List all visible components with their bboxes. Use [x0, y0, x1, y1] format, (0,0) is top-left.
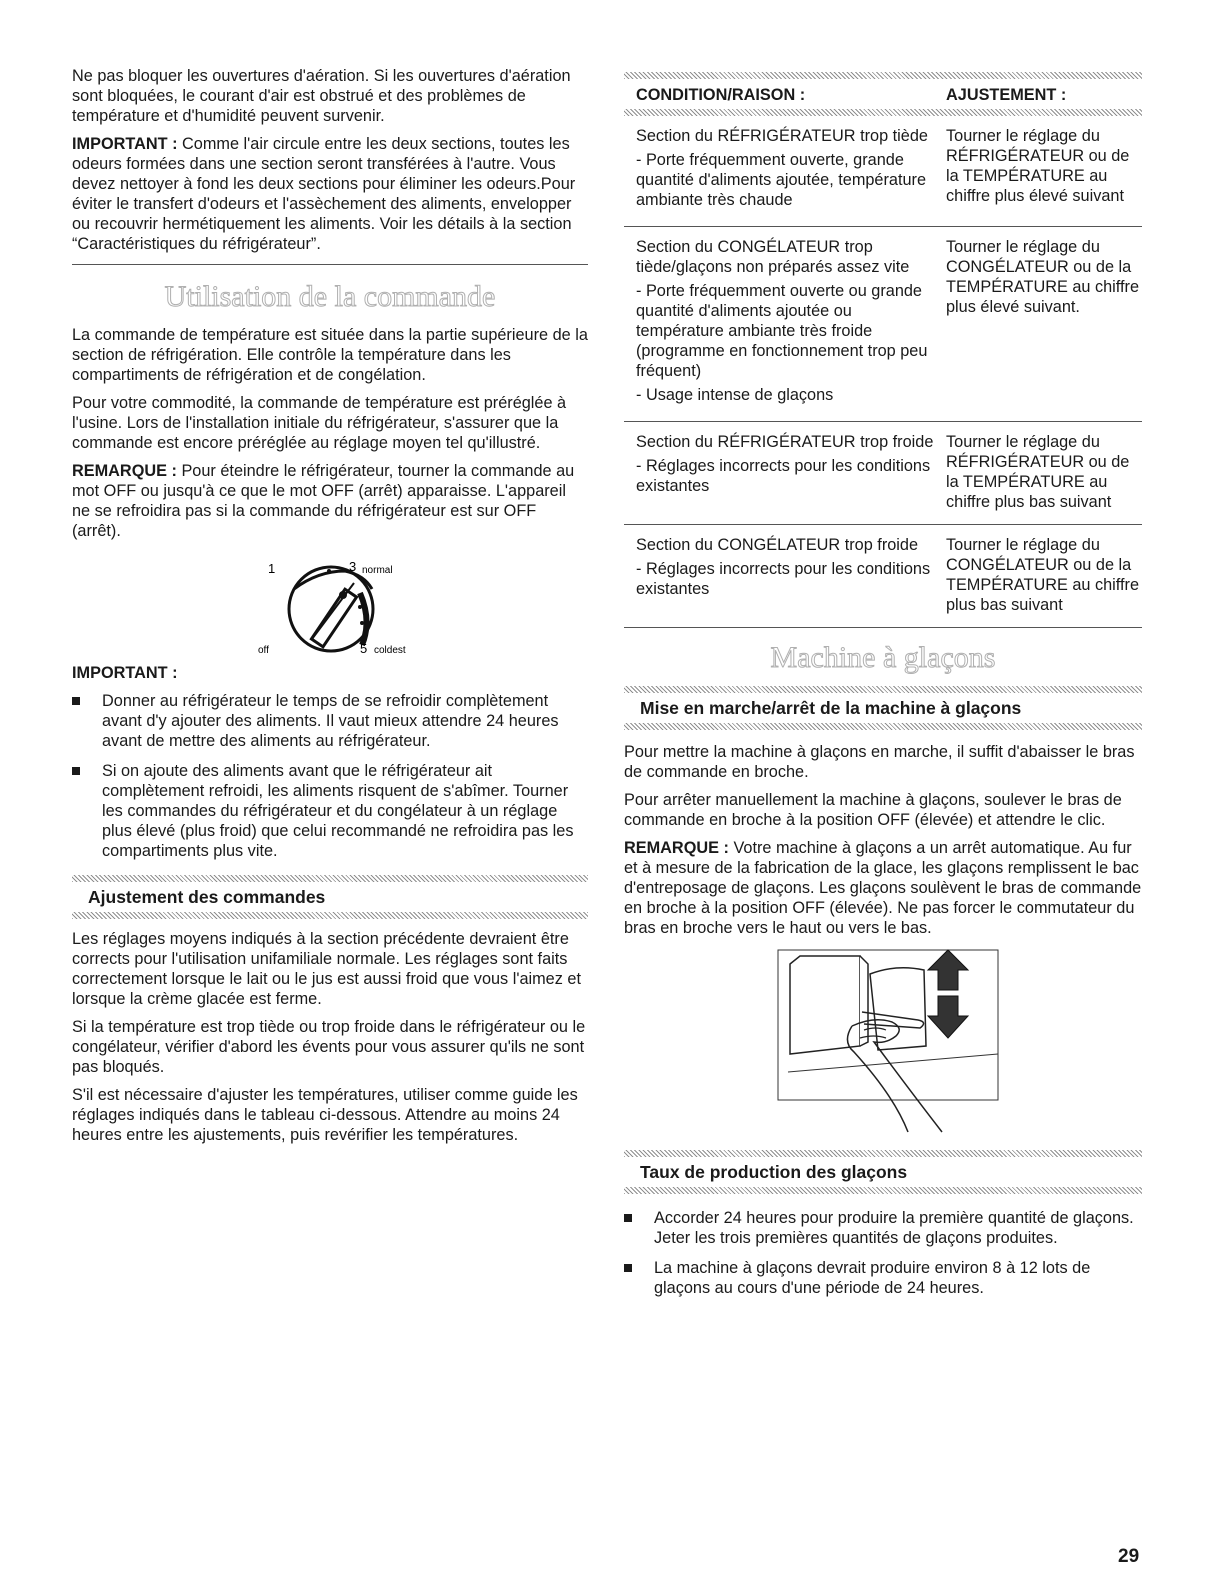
- condition-reason: - Porte fréquemment ouverte ou grande quantité d'aliments ajoutée ou température ambiante très froide (programme en fonctionnement trop peu fréquent): [636, 282, 928, 380]
- icemaker-off-paragraph: Pour arrêter manuellement la machine à glaçons, soulever le bras de commande en broche à la position OFF (élevée) et attendre le clic.: [624, 791, 1122, 829]
- list-item: [72, 761, 588, 861]
- section-title-icemaker: Machine à glaçons: [770, 641, 996, 674]
- divider: [72, 264, 588, 265]
- list-item-text: Donner au réfrigérateur le temps de se refroidir complètement avant d'y ajouter des aliments. Il vaut mieux attendre 24 heures avant de mettre des aliments au réfrigérateur.: [102, 692, 559, 750]
- condition-title: Section du RÉFRIGÉRATEUR trop froide: [636, 433, 934, 451]
- hatched-rule: [624, 723, 1142, 730]
- important-bullet-list: [72, 691, 588, 861]
- dial-label-1: 1: [268, 561, 276, 576]
- adjustment-cell: Tourner le réglage du RÉFRIGÉRATEUR ou de la TEMPÉRATURE au chiffre plus élevé suivant: [934, 116, 1142, 227]
- hatched-rule: [624, 72, 1142, 79]
- remarque-label: REMARQUE :: [624, 839, 729, 857]
- subsection-title-onoff: Mise en marche/arrêt de la machine à glaçons: [640, 698, 1022, 718]
- condition-reason: - Réglages incorrects pour les conditions existantes: [636, 457, 931, 495]
- table-row: [624, 525, 1142, 628]
- icemaker-hand-icon: [624, 946, 1142, 1136]
- list-item: [72, 691, 588, 751]
- adjust-paragraph-1: Les réglages moyens indiqués à la section précédente devraient être corrects pour l'utilisation unifamiliale normale. Les réglages sont faits correctement lorsque le lait ou le jus est aussi froid que vous l'aimez et lorsque la crème glacée est ferme.: [72, 930, 581, 1008]
- list-item-text: La machine à glaçons devrait produire environ 8 à 12 lots de glaçons au cours d'une période de 24 heures.: [654, 1259, 1091, 1297]
- right-column: [624, 72, 1142, 1308]
- condition-reason: - Porte fréquemment ouverte, grande quantité d'aliments ajoutée, température ambiante très chaude: [636, 151, 927, 209]
- control-paragraph-2: Pour votre commodité, la commande de température est préréglée à l'usine. Lors de l'installation initiale du réfrigérateur, s'assurer que la commande est encore préréglée au réglage moyen tel qu'illustré.: [72, 394, 567, 452]
- important-paragraph: [72, 134, 588, 254]
- dial-label-5: 5: [360, 641, 368, 656]
- remarque-text: Votre machine à glaçons a un arrêt automatique. Au fur et à mesure de la fabrication de la glace, les glaçons remplissent le bac d'entreposage de glaçons. Les glaçons soulèvent le bras de commande en broche à la position OFF (élevée). Ne pas forcer le commutateur du bras en broche vers le haut ou vers le bas.: [624, 839, 1142, 937]
- dial-label-off: off: [258, 645, 269, 656]
- condition-title: Section du CONGÉLATEUR trop froide: [636, 536, 919, 554]
- square-bullet-icon: [624, 1214, 632, 1222]
- dial-label-coldest: coldest: [374, 645, 406, 656]
- list-item-text: Accorder 24 heures pour produire la première quantité de glaçons. Jeter les trois premières quantités de glaçons produites.: [654, 1209, 1134, 1247]
- square-bullet-icon: [72, 767, 80, 775]
- dial-label-normal: normal: [362, 565, 393, 576]
- list-item: [624, 1258, 1142, 1298]
- table-row: [624, 227, 1142, 422]
- page-number: 29: [1118, 1546, 1140, 1567]
- dial-label-3: 3: [349, 559, 357, 574]
- adjustment-cell: Tourner le réglage du CONGÉLATEUR ou de la TEMPÉRATURE au chiffre plus bas suivant: [934, 525, 1142, 628]
- remarque-label: REMARQUE :: [72, 462, 177, 480]
- subsection-title-adjustment: Ajustement des commandes: [88, 887, 326, 907]
- left-column: [72, 66, 588, 1153]
- icemaker-arm-illustration: [624, 946, 1142, 1136]
- important-text: Comme l'air circule entre les deux sections, toutes les odeurs formées dans une section seront transférées à l'autre. Vous devez nettoyer à fond les deux sections pour éliminer les odeurs.Pour éviter le transfert d'odeurs et l'assèchement des aliments, envelopper ou recouvrir hermétiquement les aliments. Voir les détails à la section “Caractéristiques du réfrigérateur”.: [72, 135, 576, 253]
- dial-icon: [72, 549, 588, 657]
- production-bullet-list: [624, 1208, 1142, 1298]
- remarque-paragraph: [72, 461, 588, 541]
- square-bullet-icon: [72, 697, 80, 705]
- control-paragraph-1: La commande de température est située dans la partie supérieure de la section de réfrigération. Elle contrôle la température dans les compartiments de réfrigération et de congélation.: [72, 326, 588, 384]
- temperature-dial-illustration: [72, 549, 588, 657]
- condition-title: Section du RÉFRIGÉRATEUR trop tiède: [636, 127, 928, 145]
- hatched-rule: [624, 686, 1142, 693]
- intro-paragraph: Ne pas bloquer les ouvertures d'aération. Si les ouvertures d'aération sont bloquées, le courant d'air est obstrué et des problèmes de température et d'humidité peuvent survenir.: [72, 67, 571, 125]
- condition-extra: - Usage intense de glaçons: [636, 386, 834, 404]
- adjustment-cell: Tourner le réglage du CONGÉLATEUR ou de la TEMPÉRATURE au chiffre plus élevé suivant.: [934, 227, 1142, 422]
- condition-reason: - Réglages incorrects pour les conditions existantes: [636, 560, 931, 598]
- header-adjustment: AJUSTEMENT :: [946, 86, 1067, 104]
- icemaker-on-paragraph: Pour mettre la machine à glaçons en marche, il suffit d'abaisser le bras de commande en broche.: [624, 743, 1135, 781]
- hatched-rule: [72, 875, 588, 882]
- header-condition: CONDITION/RAISON :: [636, 86, 806, 104]
- condition-title: Section du CONGÉLATEUR trop tiède/glaçons non préparés assez vite: [636, 238, 910, 276]
- adjust-paragraph-3: S'il est nécessaire d'ajuster les températures, utiliser comme guide les réglages indiqués dans le tableau ci-dessous. Attendre au moins 24 heures entre les ajustements, puis revérifier les températures.: [72, 1086, 578, 1144]
- important-label: IMPORTANT :: [72, 135, 178, 153]
- square-bullet-icon: [624, 1264, 632, 1272]
- adjustment-cell: Tourner le réglage du RÉFRIGÉRATEUR ou de la TEMPÉRATURE au chiffre plus bas suivant: [934, 422, 1142, 525]
- hatched-rule: [624, 1187, 1142, 1194]
- hatched-rule: [72, 912, 588, 919]
- adjust-paragraph-2: Si la température est trop tiède ou trop froide dans le réfrigérateur ou le congélateur, vérifier d'abord les évents pour vous assurer qu'ils ne sont pas bloqués.: [72, 1018, 586, 1076]
- hatched-rule: [624, 1150, 1142, 1157]
- hatched-rule: [624, 109, 1142, 116]
- important-label-2: IMPORTANT :: [72, 664, 178, 682]
- subsection-title-production: Taux de production des glaçons: [640, 1162, 908, 1182]
- list-item-text: Si on ajoute des aliments avant que le réfrigérateur ait complètement refroidi, les aliments risquent de s'abîmer. Tourner les commandes du réfrigérateur et du congélateur à un réglage plus élevé (plus froid) que celui recommandé ne refroidira pas les compartiments plus vite.: [102, 762, 574, 860]
- adjustment-table: [624, 79, 1142, 628]
- icemaker-remarque-paragraph: [624, 838, 1142, 938]
- table-row: [624, 116, 1142, 227]
- section-title-controls: Utilisation de la commande: [164, 280, 496, 313]
- list-item: [624, 1208, 1142, 1248]
- remarque-text: Pour éteindre le réfrigérateur, tourner la commande au mot OFF ou jusqu'à ce que le mot OFF (arrêt) apparaisse. L'appareil ne se refroidira pas si la commande du réfrigérateur est sur OFF (arrêt).: [72, 462, 575, 540]
- table-row: [624, 422, 1142, 525]
- table-header-row: [624, 79, 1142, 109]
